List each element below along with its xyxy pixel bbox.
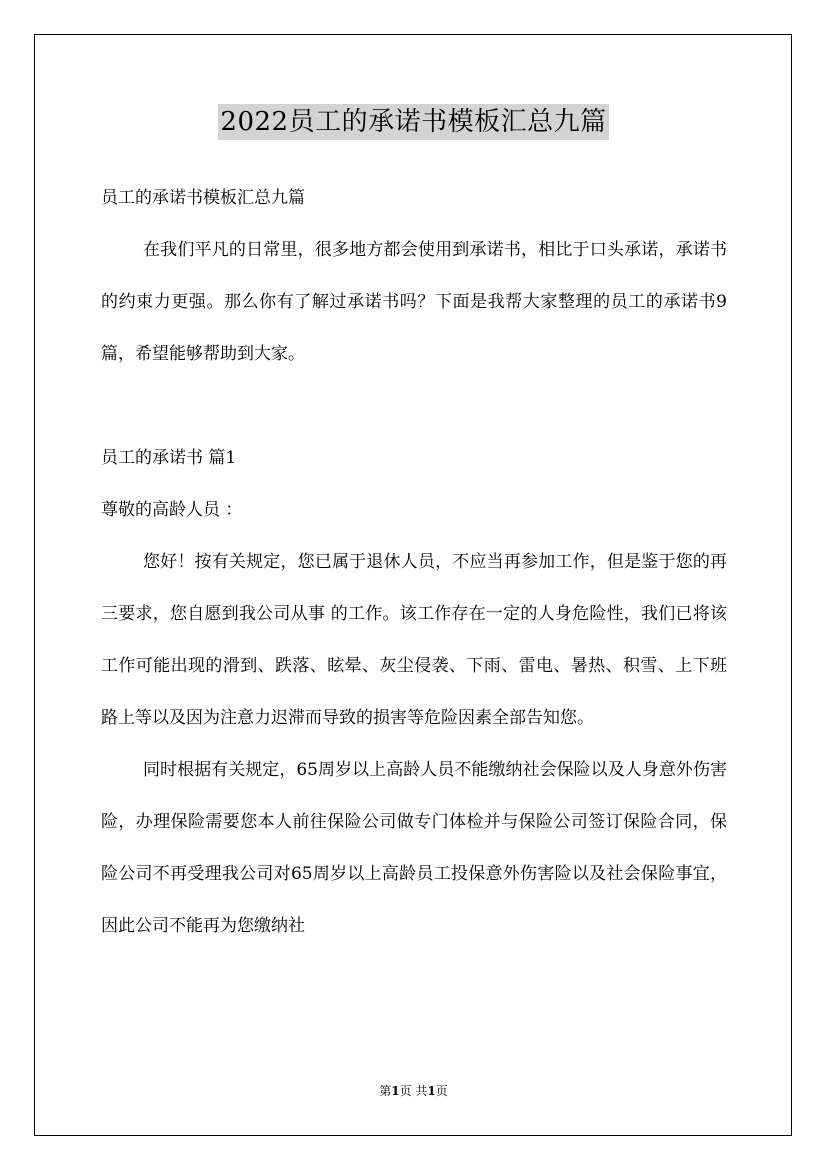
page-mid: 页 共 <box>399 1084 428 1098</box>
document-title: 2022员工的承诺书模板汇总九篇 <box>218 104 608 140</box>
document-subtitle: 员工的承诺书模板汇总九篇 <box>101 188 305 208</box>
page-total: 1 <box>427 1084 436 1098</box>
page-prefix: 第 <box>379 1084 392 1098</box>
page-footer <box>0 1083 827 1099</box>
body-paragraph-2: 同时根据有关规定，65周岁以上高龄人员不能缴纳社会保险以及人身意外伤害险，办理保险需要您本人前往保险公司做专门体检并与保险公司签订保险合同，保险公司不再受理我公司对65周岁以上高龄员工投保意外伤害险以及社会保险事宜，因此公司不能再为您缴纳社 <box>101 760 727 936</box>
page-suffix: 页 <box>435 1084 448 1098</box>
body-paragraph-1: 您好！按有关规定，您已属于退休人员，不应当再参加工作，但是鉴于您的再三要求，您自愿到我公司从事 的工作。该工作存在一定的人身危险性，我们已将该工作可能出现的滑到、跌落、眩晕、灰尘侵袭、下雨、雷电、暑热、积雪、上下班路上等以及因为注意力迟滞而导致的损害等危险因素全部告知您。 <box>101 552 727 728</box>
intro-paragraph: 在我们平凡的日常里，很多地方都会使用到承诺书，相比于口头承诺，承诺书的约束力更强。那么你有了解过承诺书吗？下面是我帮大家整理的员工的承诺书9篇，希望能够帮助到大家。 <box>101 240 727 364</box>
salutation: 尊敬的高龄人员 ： <box>101 500 243 520</box>
title-wrapper <box>0 104 827 140</box>
document-body <box>101 172 727 952</box>
page-current: 1 <box>391 1084 400 1098</box>
section-heading: 员工的承诺书 篇1 <box>101 448 237 468</box>
section-gap <box>101 380 727 432</box>
